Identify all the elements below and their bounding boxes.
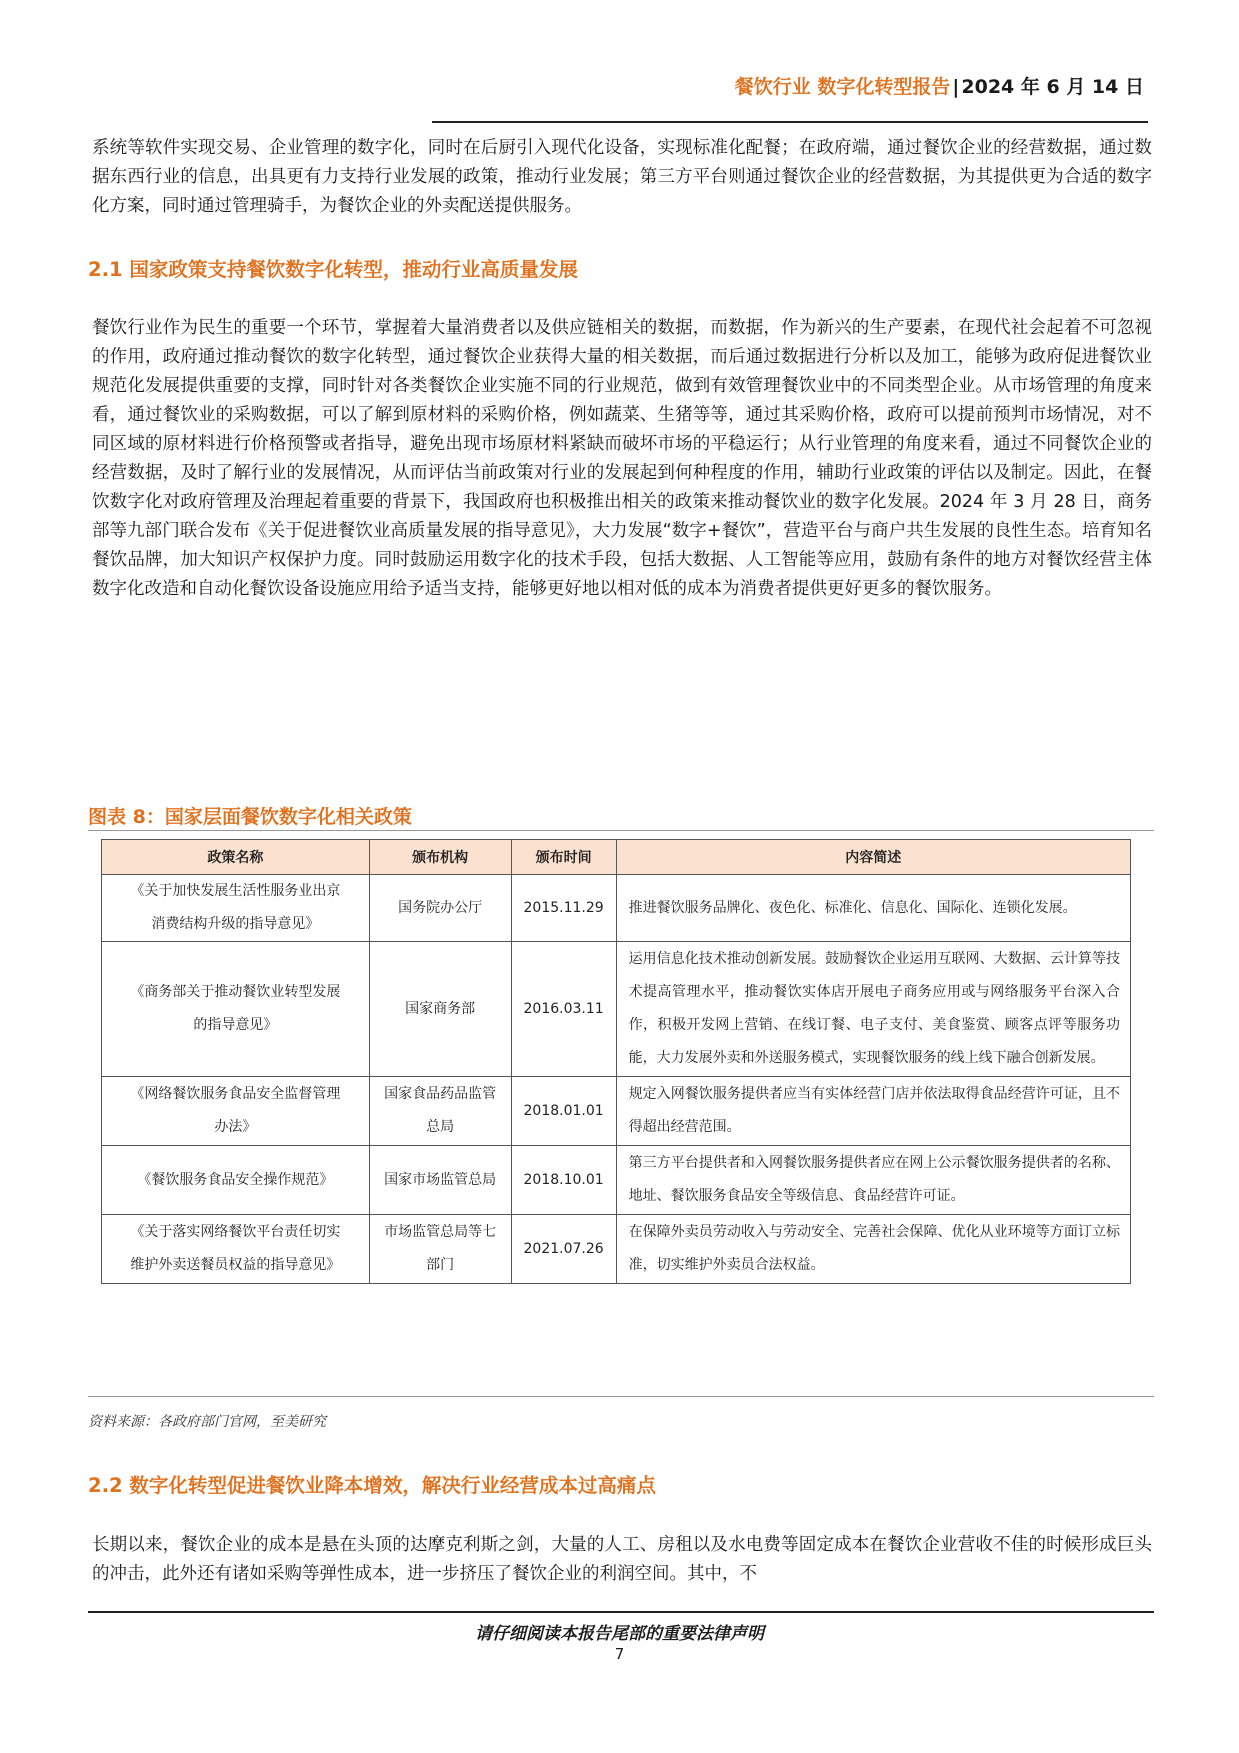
table-row xyxy=(102,875,1131,942)
policy-table xyxy=(101,839,1131,1284)
policy-name: 《关于加快发展生活性服务业出京消费结构升级的指导意见》 xyxy=(102,875,370,942)
policy-issuer: 国家食品药品监管总局 xyxy=(369,1077,511,1146)
table-row xyxy=(102,1077,1131,1146)
section-2-2-title: 2.2 数字化转型促进餐饮业降本增效，解决行业经营成本过高痛点 xyxy=(88,1474,656,1497)
policy-issuer: 国务院办公厅 xyxy=(369,875,511,942)
policy-issuer: 市场监管总局等七部门 xyxy=(369,1215,511,1284)
table-row xyxy=(102,1146,1131,1215)
header-policy-name: 政策名称 xyxy=(102,840,370,875)
header-title: 餐饮行业 数字化转型报告 xyxy=(734,76,951,98)
figure-title: 图表 8：国家层面餐饮数字化相关政策 xyxy=(88,806,412,828)
legal-notice: 请仔细阅读本报告尾部的重要法律声明 xyxy=(475,1624,764,1644)
page-number: 7 xyxy=(614,1645,625,1663)
policy-name: 《网络餐饮服务食品安全监督管理办法》 xyxy=(102,1077,370,1146)
section-2-1-paragraph: 餐饮行业作为民生的重要一个环节，掌握着大量消费者以及供应链相关的数据，而数据，作为新兴的生产要素，在现代社会起着不可忽视的作用，政府通过推动餐饮的数字化转型，通过餐饮企业获得大量的相关数据，而后通过数据进行分析以及加工，能够为政府促进餐饮业规范化发展提供重要的支撑，同时针对各类餐饮企业实施不同的行业规范，做到有效管理餐饮业中的不同类型企业。从市场管理的角度来看，通过餐饮业的采购数据，可以了解到原材料的采购价格，例如蔬菜、生猪等等，通过其采购价格，政府可以提前预判市场情况，对不同区域的原材料进行价格预警或者指导，避免出现市场原材料紧缺而破坏市场的平稳运行；从行业管理的角度来看，通过不同餐饮企业的经营数据，及时了解行业的发展情况，从而评估当前政策对行业的发展起到何种程度的作用，辅助行业政策的评估以及制定。因此，在餐饮数字化对政府管理及治理起着重要的背景下，我国政府也积极推出相关的政策来推动餐饮业的数字化发展。2024 年 3 月 28 日，商务部等九部门联合发布《关于促进餐饮业高质量发展的指导意见》，大力发展“数字+餐饮”，营造平台与商户共生发展的良性生态。培育知名餐饮品牌，加大知识产权保护力度。同时鼓励运用数字化的技术手段，包括大数据、人工智能等应用，鼓励有条件的地方对餐饮经营主体数字化改造和自动化餐饮设备设施应用给予适当支持，能够更好地以相对低的成本为消费者提供更好更多的餐饮服务。 xyxy=(92,318,1152,599)
header-separator: | xyxy=(952,76,960,98)
figure-source: 资料来源：各政府部门官网，至美研究 xyxy=(88,1414,326,1430)
policy-date: 2021.07.26 xyxy=(511,1215,616,1284)
table-header-row xyxy=(102,840,1131,875)
policy-date: 2018.10.01 xyxy=(511,1146,616,1215)
policy-date: 2015.11.29 xyxy=(511,875,616,942)
header-date: 2024 年 6 月 14 日 xyxy=(961,76,1144,98)
table-row xyxy=(102,942,1131,1077)
section-2-1-title: 2.1 国家政策支持餐饮数字化转型，推动行业高质量发展 xyxy=(88,258,578,281)
policy-summary: 在保障外卖员劳动收入与劳动安全、完善社会保障、优化从业环境等方面订立标准，切实维护外卖员合法权益。 xyxy=(616,1215,1130,1284)
policy-name: 《餐饮服务食品安全操作规范》 xyxy=(102,1146,370,1215)
policy-issuer: 国家商务部 xyxy=(369,942,511,1077)
policy-name: 《商务部关于推动餐饮业转型发展的指导意见》 xyxy=(102,942,370,1077)
policy-summary: 第三方平台提供者和入网餐饮服务提供者应在网上公示餐饮服务提供者的名称、地址、餐饮服务食品安全等级信息、食品经营许可证。 xyxy=(616,1146,1130,1215)
header-divider xyxy=(432,121,1148,123)
policy-summary: 运用信息化技术推动创新发展。鼓励餐饮企业运用互联网、大数据、云计算等技术提高管理水平，推动餐饮实体店开展电子商务应用或与网络服务平台深入合作，积极开发网上营销、在线订餐、电子支付、美食鉴赏、顾客点评等服务功能，大力发展外卖和外送服务模式，实现餐饮服务的线上线下融合创新发展。 xyxy=(616,942,1130,1077)
policy-date: 2018.01.01 xyxy=(511,1077,616,1146)
header-issuer: 颁布机构 xyxy=(369,840,511,875)
intro-paragraph: 系统等软件实现交易、企业管理的数字化，同时在后厨引入现代化设备，实现标准化配餐；在政府端，通过餐饮企业的经营数据，通过数据东西行业的信息，出具更有力支持行业发展的政策，推动行业发展；第三方平台则通过餐饮企业的经营数据，为其提供更为合适的数字化方案，同时通过管理骑手，为餐饮企业的外卖配送提供服务。 xyxy=(92,138,1152,216)
footer-divider xyxy=(88,1611,1154,1613)
report-header xyxy=(735,72,1144,99)
figure-top-rule xyxy=(88,830,1154,831)
policy-name: 《关于落实网络餐饮平台责任切实维护外卖送餐员权益的指导意见》 xyxy=(102,1215,370,1284)
policy-date: 2016.03.11 xyxy=(511,942,616,1077)
figure-bottom-rule xyxy=(88,1396,1154,1397)
policy-issuer: 国家市场监管总局 xyxy=(369,1146,511,1215)
policy-summary: 规定入网餐饮服务提供者应当有实体经营门店并依法取得食品经营许可证，且不得超出经营范围。 xyxy=(616,1077,1130,1146)
table-row xyxy=(102,1215,1131,1284)
header-date: 颁布时间 xyxy=(511,840,616,875)
policy-summary: 推进餐饮服务品牌化、夜色化、标准化、信息化、国际化、连锁化发展。 xyxy=(616,875,1130,942)
section-2-2-paragraph: 长期以来，餐饮企业的成本是悬在头顶的达摩克利斯之剑，大量的人工、房租以及水电费等固定成本在餐饮企业营收不佳的时候形成巨头的冲击，此外还有诸如采购等弹性成本，进一步挤压了餐饮企业的利润空间。其中，不 xyxy=(92,1535,1152,1584)
header-summary: 内容简述 xyxy=(616,840,1130,875)
